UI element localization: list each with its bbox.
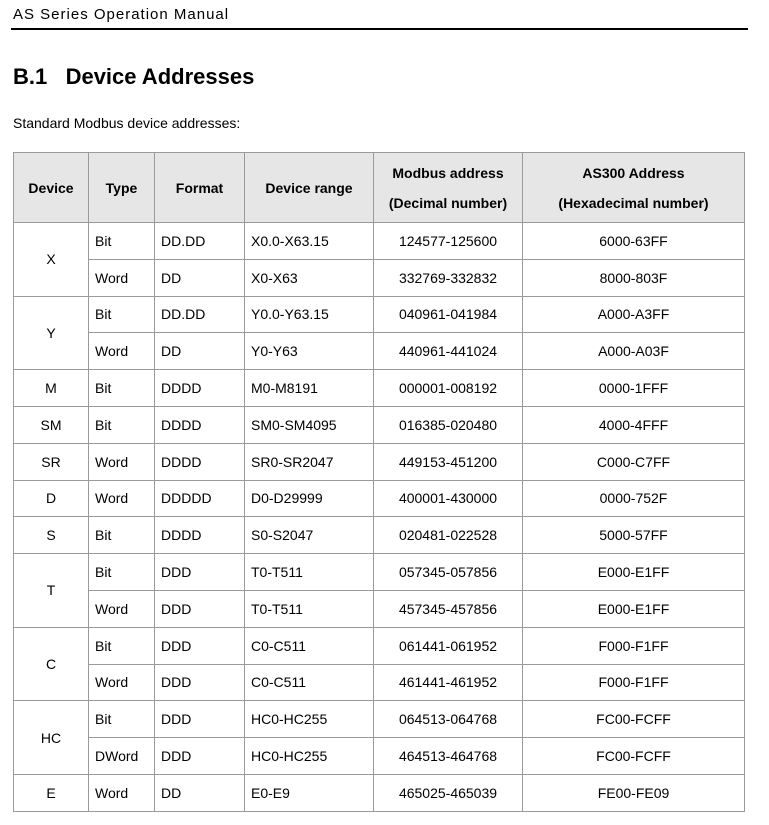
cell-device: M — [14, 370, 89, 407]
cell-format: DDD — [155, 664, 245, 701]
cell-as300: FC00-FCFF — [523, 738, 745, 775]
column-header-as300 — [523, 153, 745, 223]
cell-format: DDDD — [155, 517, 245, 554]
cell-format: DD.DD — [155, 223, 245, 260]
cell-modbus: 124577-125600 — [374, 223, 523, 260]
cell-device: Y — [14, 296, 89, 370]
table-row — [14, 370, 745, 407]
column-header-modbus-line2: (Decimal number) — [388, 194, 508, 211]
cell-modbus: 040961-041984 — [374, 296, 523, 333]
column-header-as300-line2: (Hexadecimal number) — [558, 194, 709, 211]
cell-modbus: 064513-064768 — [374, 701, 523, 738]
cell-type: DWord — [89, 738, 155, 775]
cell-format: DDDDD — [155, 480, 245, 517]
cell-device: SM — [14, 406, 89, 443]
cell-modbus: 061441-061952 — [374, 627, 523, 664]
cell-range: E0-E9 — [245, 774, 374, 811]
cell-as300: FE00-FE09 — [523, 774, 745, 811]
cell-format: DD.DD — [155, 296, 245, 333]
cell-type: Bit — [89, 554, 155, 591]
cell-type: Word — [89, 443, 155, 480]
cell-format: DD — [155, 774, 245, 811]
cell-format: DDDD — [155, 443, 245, 480]
cell-modbus: 457345-457856 — [374, 590, 523, 627]
cell-as300: C000-C7FF — [523, 443, 745, 480]
column-header-range: Device range — [245, 153, 374, 223]
cell-as300: 0000-752F — [523, 480, 745, 517]
cell-type: Bit — [89, 627, 155, 664]
table-row — [14, 774, 745, 811]
column-header-device: Device — [14, 153, 89, 223]
cell-device: SR — [14, 443, 89, 480]
cell-range: SM0-SM4095 — [245, 406, 374, 443]
table-row — [14, 443, 745, 480]
cell-format: DDD — [155, 627, 245, 664]
section-title: B.1 Device Addresses — [13, 64, 255, 89]
cell-type: Word — [89, 664, 155, 701]
cell-type: Bit — [89, 406, 155, 443]
cell-type: Bit — [89, 701, 155, 738]
cell-modbus: 464513-464768 — [374, 738, 523, 775]
cell-type: Bit — [89, 223, 155, 260]
cell-device: X — [14, 223, 89, 297]
cell-format: DDDD — [155, 406, 245, 443]
column-header-modbus — [374, 153, 523, 223]
cell-format: DD — [155, 333, 245, 370]
cell-type: Word — [89, 259, 155, 296]
cell-type: Bit — [89, 370, 155, 407]
cell-modbus: 461441-461952 — [374, 664, 523, 701]
cell-range: HC0-HC255 — [245, 738, 374, 775]
cell-device: C — [14, 627, 89, 701]
cell-device: T — [14, 554, 89, 628]
cell-range: C0-C511 — [245, 664, 374, 701]
table-row — [14, 406, 745, 443]
cell-format: DDD — [155, 738, 245, 775]
cell-format: DDD — [155, 590, 245, 627]
cell-as300: 0000-1FFF — [523, 370, 745, 407]
cell-range: Y0-Y63 — [245, 333, 374, 370]
table-row — [14, 664, 745, 701]
cell-device: E — [14, 774, 89, 811]
cell-range: X0.0-X63.15 — [245, 223, 374, 260]
cell-range: X0-X63 — [245, 259, 374, 296]
cell-type: Word — [89, 590, 155, 627]
cell-format: DDD — [155, 701, 245, 738]
page-header: AS Series Operation Manual — [13, 6, 230, 23]
cell-device: HC — [14, 701, 89, 775]
cell-as300: 4000-4FFF — [523, 406, 745, 443]
cell-as300: A000-A3FF — [523, 296, 745, 333]
device-address-table — [13, 152, 745, 812]
cell-modbus: 020481-022528 — [374, 517, 523, 554]
cell-modbus: 332769-332832 — [374, 259, 523, 296]
cell-as300: 5000-57FF — [523, 517, 745, 554]
cell-range: D0-D29999 — [245, 480, 374, 517]
cell-as300: FC00-FCFF — [523, 701, 745, 738]
cell-format: DDD — [155, 554, 245, 591]
table-row — [14, 627, 745, 664]
table-row — [14, 738, 745, 775]
cell-range: M0-M8191 — [245, 370, 374, 407]
cell-as300: E000-E1FF — [523, 554, 745, 591]
cell-format: DDDD — [155, 370, 245, 407]
cell-as300: E000-E1FF — [523, 590, 745, 627]
cell-range: SR0-SR2047 — [245, 443, 374, 480]
table-body — [14, 223, 745, 812]
table-row — [14, 590, 745, 627]
cell-range: C0-C511 — [245, 627, 374, 664]
table-row — [14, 223, 745, 260]
cell-type: Word — [89, 333, 155, 370]
column-header-as300-line1: AS300 Address — [582, 164, 685, 181]
table-row — [14, 517, 745, 554]
cell-modbus: 016385-020480 — [374, 406, 523, 443]
column-header-modbus-line1: Modbus address — [392, 164, 504, 181]
table-row — [14, 701, 745, 738]
cell-modbus: 440961-441024 — [374, 333, 523, 370]
cell-as300: F000-F1FF — [523, 664, 745, 701]
table-row — [14, 333, 745, 370]
cell-range: T0-T511 — [245, 554, 374, 591]
header-rule — [11, 28, 748, 30]
table-row — [14, 554, 745, 591]
cell-range: S0-S2047 — [245, 517, 374, 554]
column-header-format: Format — [155, 153, 245, 223]
cell-as300: F000-F1FF — [523, 627, 745, 664]
table-row — [14, 259, 745, 296]
table-row — [14, 480, 745, 517]
cell-as300: A000-A03F — [523, 333, 745, 370]
cell-range: T0-T511 — [245, 590, 374, 627]
cell-device: D — [14, 480, 89, 517]
cell-type: Bit — [89, 517, 155, 554]
cell-as300: 6000-63FF — [523, 223, 745, 260]
cell-range: HC0-HC255 — [245, 701, 374, 738]
cell-range: Y0.0-Y63.15 — [245, 296, 374, 333]
cell-modbus: 449153-451200 — [374, 443, 523, 480]
cell-as300: 8000-803F — [523, 259, 745, 296]
cell-device: S — [14, 517, 89, 554]
cell-modbus: 057345-057856 — [374, 554, 523, 591]
cell-modbus: 400001-430000 — [374, 480, 523, 517]
cell-type: Word — [89, 480, 155, 517]
table-header-row — [14, 153, 745, 223]
cell-format: DD — [155, 259, 245, 296]
column-header-type: Type — [89, 153, 155, 223]
cell-type: Bit — [89, 296, 155, 333]
table-row — [14, 296, 745, 333]
intro-text: Standard Modbus device addresses: — [13, 115, 241, 131]
cell-modbus: 000001-008192 — [374, 370, 523, 407]
cell-modbus: 465025-465039 — [374, 774, 523, 811]
cell-type: Word — [89, 774, 155, 811]
